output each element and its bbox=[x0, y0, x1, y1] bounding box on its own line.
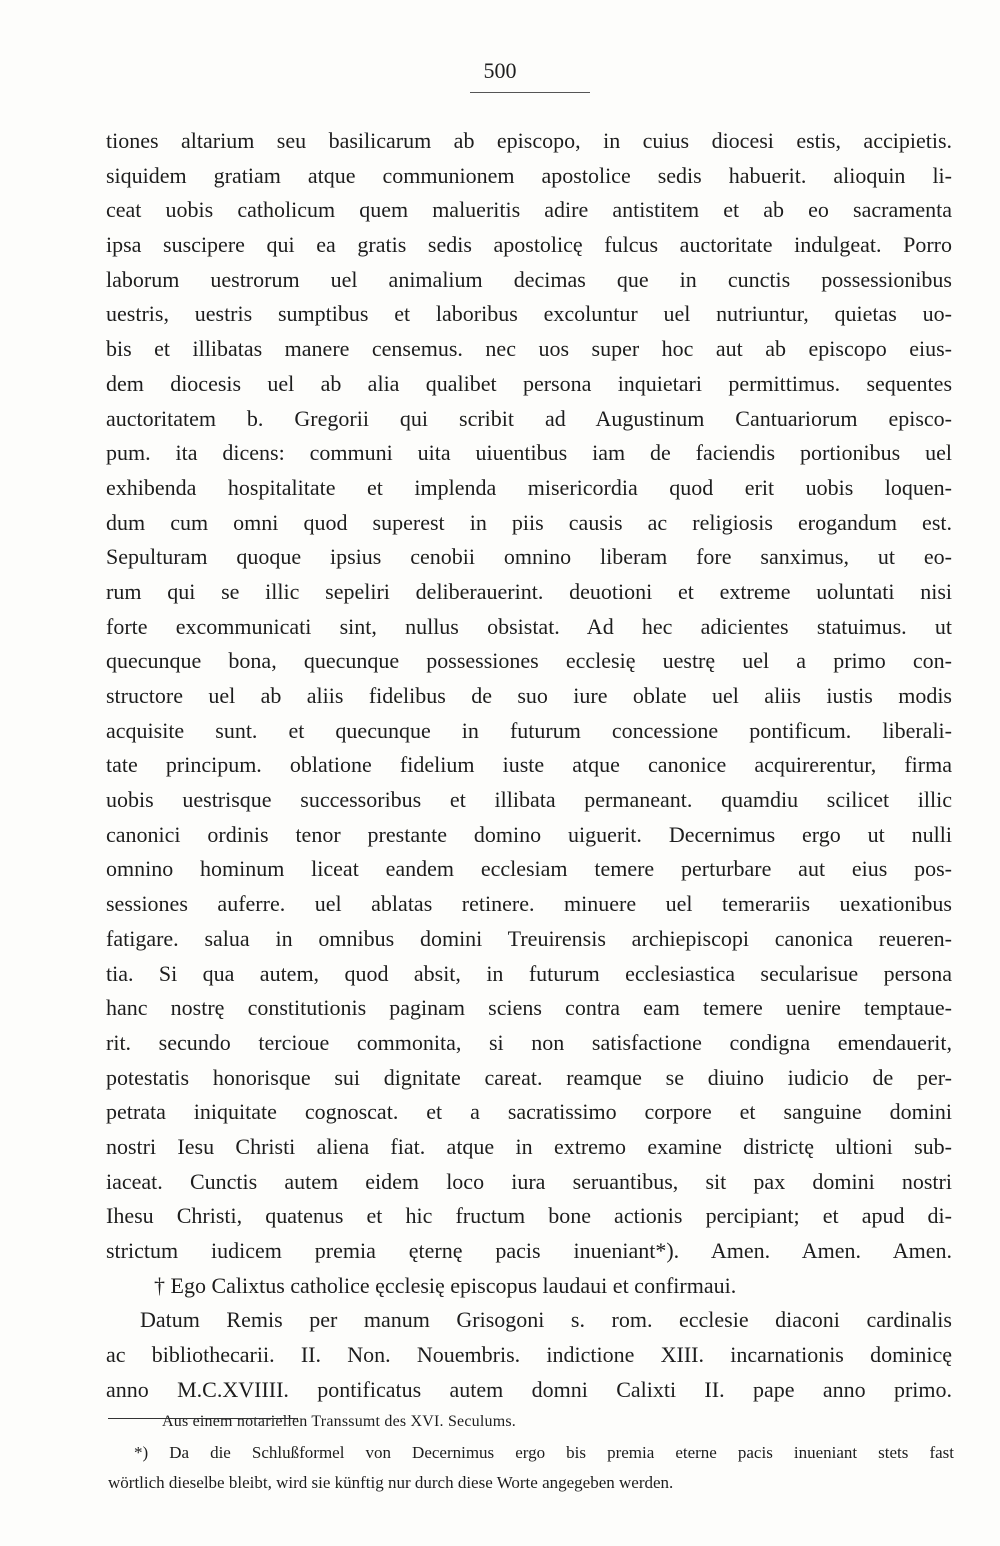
text-line: dum cum omni quod superest in piis causis ac religiosis erogandum est. bbox=[106, 509, 952, 535]
datum-line: ac bibliothecarii. II. Non. Nouembris. indictione XIII. incarnationis dominicę bbox=[106, 1342, 952, 1368]
text-line: nostri Iesu Christi aliena fiat. atque in extremo examine districtę ultioni sub- bbox=[106, 1133, 952, 1159]
text-line: ipsa suscipere qui ea gratis sedis apostolicę fulcus auctoritate indulgeat. Porro bbox=[106, 232, 952, 258]
text-line: iaceat. Cunctis autem eidem loco iura seruantibus, sit pax domini nostri bbox=[106, 1168, 952, 1194]
text-line: tiones altarium seu basilicarum ab episcopo, in cuius diocesi estis, accipietis. bbox=[106, 128, 952, 153]
text-line: acquisite sunt. et quecunque in futurum concessione pontificum. liberali- bbox=[106, 717, 952, 743]
text-line: potestatis honorisque sui dignitate careat. reamque se diuino iudicio de per- bbox=[106, 1064, 952, 1090]
text-line: hanc nostrę constitutionis paginam sciens contra eam temere uenire temptaue- bbox=[106, 995, 952, 1021]
footnote bbox=[108, 1438, 954, 1498]
text-line: strictum iudicem premia ęternę pacis inueniant*). Amen. Amen. Amen. bbox=[106, 1238, 952, 1263]
charter-text bbox=[106, 124, 952, 1437]
text-line: uestris, uestris sumptibus et laboribus excoluntur uel nutriuntur, quietas uo- bbox=[106, 301, 952, 327]
text-line: rit. secundo tercioue commonita, si non satisfactione condigna emendauerit, bbox=[106, 1029, 952, 1055]
source-note: Aus einem notariellen Transsumt des XVI. Seculums. bbox=[162, 1413, 516, 1431]
text-line: petrata iniquitate cognoscat. et a sacratissimo corpore et sanguine domini bbox=[106, 1099, 952, 1125]
page-number: 500 bbox=[483, 58, 517, 83]
text-line: omnino hominum liceat eandem ecclesiam temere perturbare aut eius pos- bbox=[106, 856, 952, 882]
text-line: bis et illibatas manere censemus. nec uos super hoc aut ab episcopo eius- bbox=[106, 336, 952, 362]
footnote-rule bbox=[108, 1418, 298, 1419]
text-line: Sepulturam quoque ipsius cenobii omnino liberam fore sanximus, ut eo- bbox=[106, 544, 952, 570]
footnote-line: *) Da die Schlußformel von Decernimus ergo bis premia eterne pacis inueniant stets fast bbox=[134, 1443, 954, 1462]
text-line: ceat uobis catholicum quem malueritis adire antistitem et ab eo sacramenta bbox=[106, 197, 952, 223]
header-rule bbox=[470, 92, 590, 93]
text-line: canonici ordinis tenor prestante domino uiguerit. Decernimus ergo ut nulli bbox=[106, 821, 952, 847]
text-line: tia. Si qua autem, quod absit, in futurum ecclesiastica secularisue persona bbox=[106, 960, 952, 986]
text-line: fatigare. salua in omnibus domini Treuirensis archiepiscopi canonica reueren- bbox=[106, 925, 952, 951]
text-line: quecunque bona, quecunque possessiones ecclesię uestrę uel a primo con- bbox=[106, 648, 952, 674]
footnote-line: wörtlich dieselbe bleibt, wird sie künftig nur durch diese Worte angegeben werden. bbox=[108, 1473, 674, 1492]
text-line: siquidem gratiam atque communionem apostolice sedis habuerit. alioquin li- bbox=[106, 162, 952, 188]
signature-line: † Ego Calixtus catholice ęcclesię episcopus laudaui et confirmaui. bbox=[154, 1272, 737, 1298]
text-line: exhibenda hospitalitate et implenda misericordia quod erit uobis loquen- bbox=[106, 474, 952, 500]
text-line: sessiones auferre. uel ablatas retinere. minuere uel temerariis uexationibus bbox=[106, 891, 952, 917]
text-line: pum. ita dicens: communi uita uiuentibus iam de faciendis portionibus uel bbox=[106, 440, 952, 466]
text-line: rum qui se illic sepeliri deliberauerint. deuotioni et extreme uoluntati nisi bbox=[106, 578, 952, 604]
text-line: uobis uestrisque successoribus et illibata permaneant. quamdiu scilicet illic bbox=[106, 787, 952, 813]
text-line: laborum uestrorum uel animalium decimas que in cunctis possessionibus bbox=[106, 266, 952, 292]
text-line: Ihesu Christi, quatenus et hic fructum bone actionis percipiant; et apud di- bbox=[106, 1203, 952, 1229]
datum-line: Datum Remis per manum Grisogoni s. rom. ecclesie diaconi cardinalis bbox=[140, 1307, 952, 1333]
text-line: auctoritatem b. Gregorii qui scribit ad Augustinum Cantuariorum episco- bbox=[106, 405, 952, 431]
datum-line: anno M.C.XVIIII. pontificatus autem domni Calixti II. pape anno primo. bbox=[106, 1376, 952, 1402]
text-line: forte excommunicati sint, nullus obsistat. Ad hec adicientes statuimus. ut bbox=[106, 613, 952, 639]
text-line: structore uel ab aliis fidelibus de suo iure oblate uel aliis iustis modis bbox=[106, 683, 952, 708]
text-line: dem diocesis uel ab alia qualibet persona inquietari permittimus. sequentes bbox=[106, 370, 952, 396]
text-line: tate principum. oblatione fidelium iuste atque canonice acquirerentur, firma bbox=[106, 752, 952, 778]
